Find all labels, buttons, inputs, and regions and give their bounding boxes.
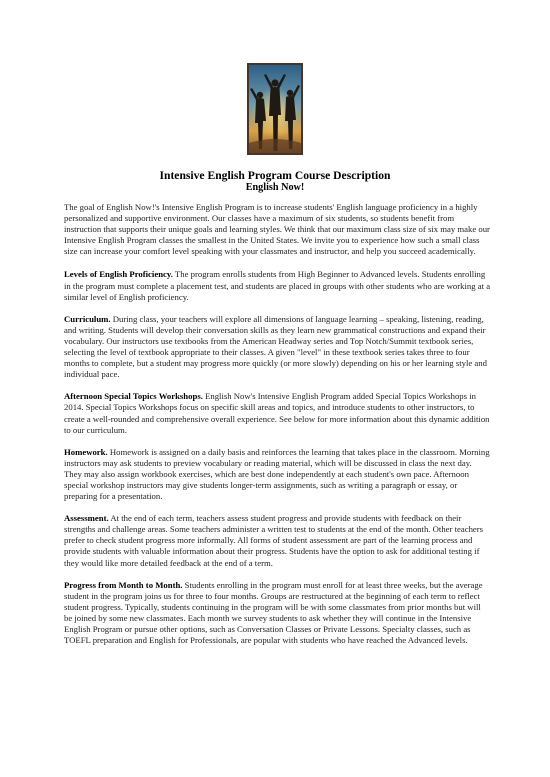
section-heading: Homework. [64,446,108,457]
logo-image [247,63,303,155]
people-silhouettes-logo-icon [247,63,303,155]
section-assessment [64,513,491,568]
document-subtitle: English Now! [245,182,305,193]
section-text: The program enrolls students from High Beginner to Advanced levels. Students enrolling in the program must complete a placement test, and students are placed in groups with other students who are working at a similar level of English proficiency. [64,269,491,302]
section-heading: Progress from Month to Month. [64,579,183,590]
title-block [60,169,490,194]
section-text: At the end of each term, teachers assess student progress and provide students with feedback on their strengths and challenge areas. Some teachers administer a written test to students at the end of the month. Other teachers prefer to check student progress more informally. All forms of student assessment are part of the learning process and provide students with valuable information about their progress. Students have the option to ask for additional testing if they would like more detailed feedback at the end of a term. [64,513,484,568]
document-title: Intensive English Program Course Description [159,169,391,182]
section-text: English Now's Intensive English Program added Special Topics Workshops in 2014. Special Topics Workshops focus on specific skill areas and topics, and introduce students to other instructors, to create a well-rounded and comprehensive overall experience. See below for more information about this dynamic addition to our curriculum. [64,391,490,435]
section-homework [64,447,491,502]
section-curriculum [64,314,491,381]
section-text: Homework is assigned on a daily basis and reinforces the learning that takes place in the classroom. Morning instructors may ask students to preview vocabulary or reading material, which will be discussed in class the next day. They may also assign workbook exercises, which are best done independently at each student's own pace. Afternoon special workshop instructors may give students longer-term assignments, such as writing a paragraph or essay, or preparing for a presentation. [64,446,490,502]
section-text: Students enrolling in the program must enroll for at least three weeks, but the average student in the program joins us for three to four months. Groups are restructured at the beginning of each term to reflect student progress. Typically, students continuing in the program will be with some classmates from prior months but will be joined by some new classmates. Each month we survey students to ask whether they will continue in the Intensive English Program or pursue other options, such as Conversation Classes or Private Lessons. Specialty classes, such as TOEFL preparation and English for Professionals, are popular with students who have reached the Advanced levels. [64,579,483,646]
section-progress [64,580,491,647]
section-heading: Levels of English Proficiency. [64,269,173,280]
intro-paragraph: The goal of English Now!'s Intensive English Program is to increase students' English language proficiency in a highly personalized and supportive environment. Our classes have a maximum of six students, so students benefit from instruction that supports their unique goals and learning styles. We think that our maximum class size of six may make our Intensive English Program classes the smallest in the United States. We invite you to experience how such a small class size can increase your comfort level speaking with your classmates and instructor, and help you succeed academically. [64,202,490,257]
section-text: During class, your teachers will explore all dimensions of language learning – speaking, listening, reading, and writing. Students will develop their conversation skills as they learn new grammatical constructions and expand their vocabulary. Our instructors use textbooks from the American Headway series and Top Notch/Summit textbook series, selecting the level of textbook appropriate to their classes. A given "level" in these textbook series takes three to four months to complete, but a student may progress more quickly (or more slowly) depending on his or her learning style and individual pace. [64,313,487,380]
section-heading: Assessment. [64,513,109,524]
section-heading: Curriculum. [64,313,111,324]
section-workshops [64,391,491,435]
document-body [64,202,491,657]
section-heading: Afternoon Special Topics Workshops. [64,391,203,402]
section-levels [64,269,491,302]
